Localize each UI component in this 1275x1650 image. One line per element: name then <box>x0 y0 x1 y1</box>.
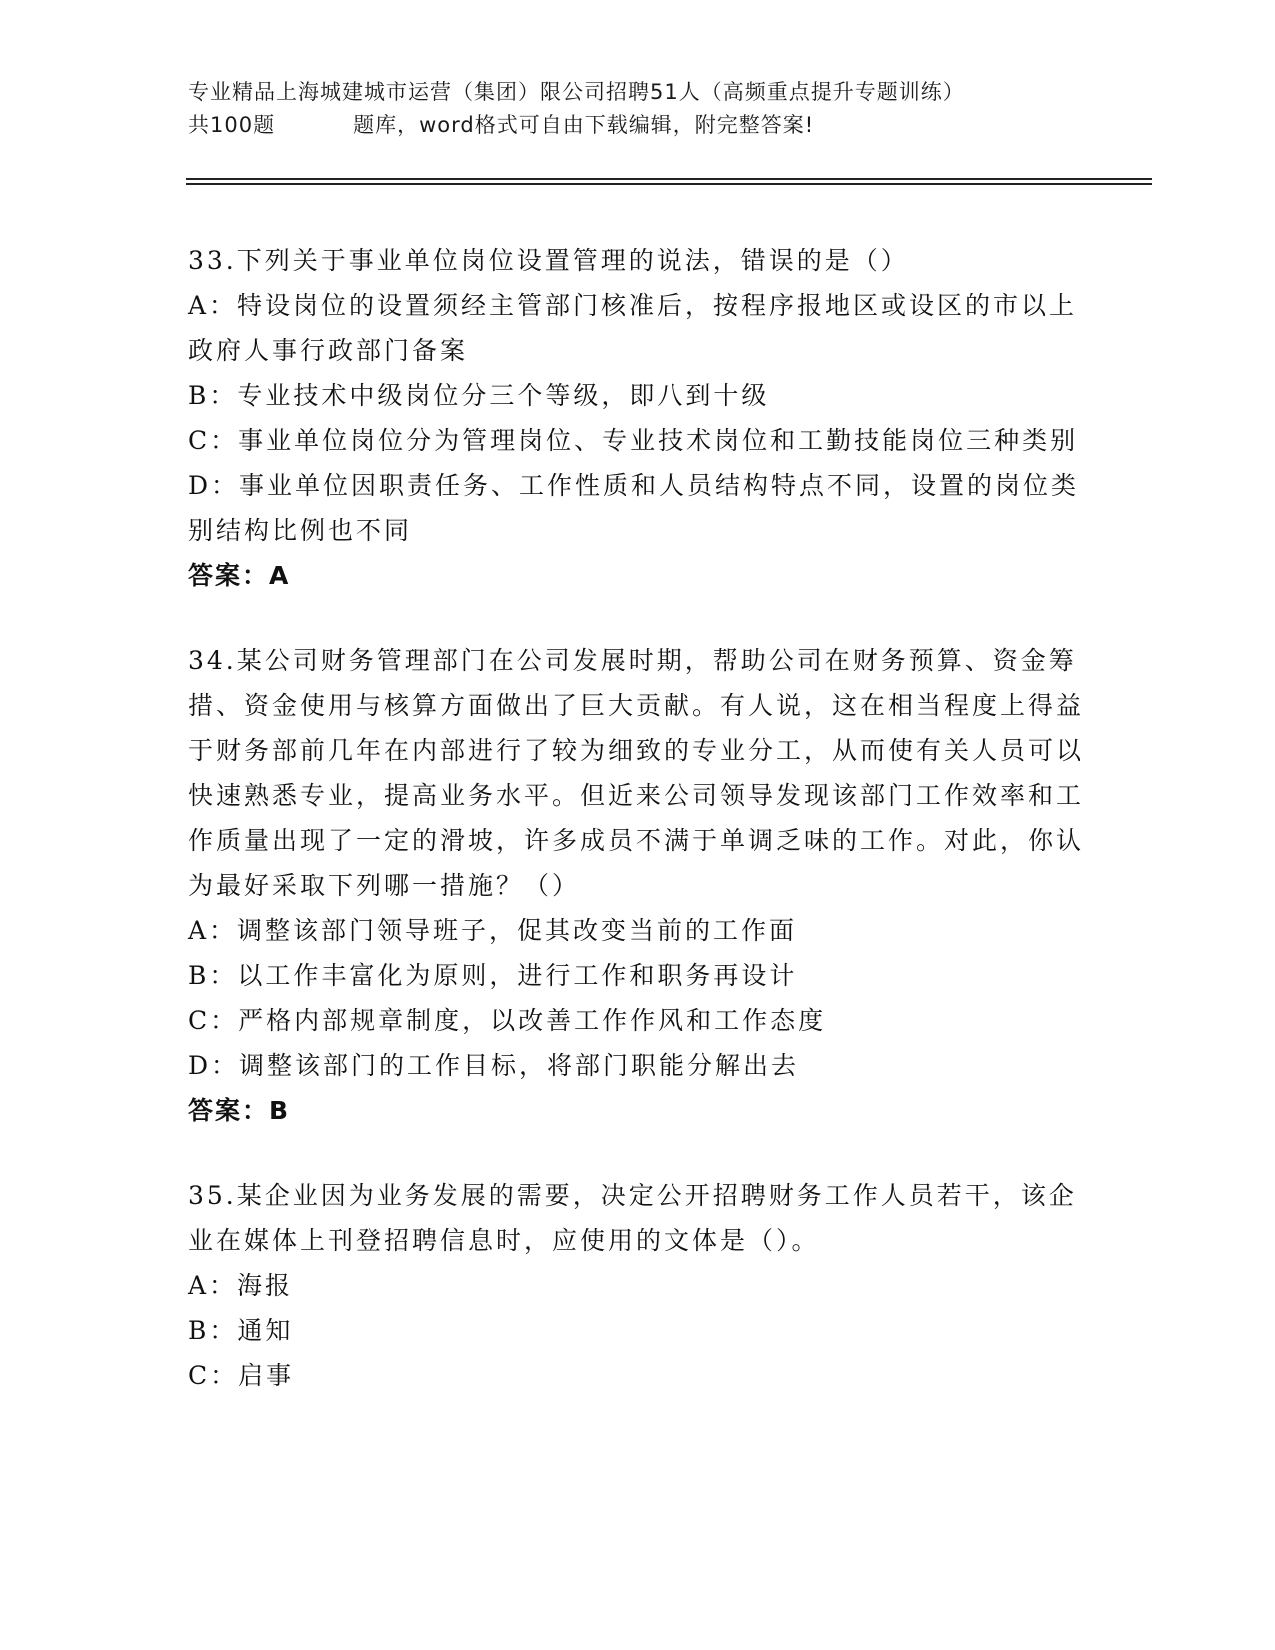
option-d: D：调整该部门的工作目标，将部门职能分解出去 <box>188 1051 800 1080</box>
header-question-count: 共100题 <box>188 113 276 137</box>
question-stem: 35.某企业因为业务发展的需要，决定公开招聘财务工作人员若干，该企业在媒体上刊登招聘信息时，应使用的文体是（）。 <box>188 1181 1077 1255</box>
option-b: B：以工作丰富化为原则，进行工作和职务再设计 <box>188 961 798 990</box>
question-stem: 33.下列关于事业单位岗位设置管理的说法，错误的是（） <box>188 246 909 275</box>
option-a: A：调整该部门领导班子，促其改变当前的工作面 <box>188 916 798 945</box>
answer-label: 答案：A <box>188 561 291 590</box>
question-stem: 34.某公司财务管理部门在公司发展时期，帮助公司在财务预算、资金筹措、资金使用与核算方面做出了巨大贡献。有人说，这在相当程度上得益于财务部前几年在内部进行了较为细致的专业分工，从而使有关人员可以快速熟悉专业，提高业务水平。但近来公司领导发现该部门工作效率和工作质量出现了一定的滑坡，许多成员不满于单调乏味的工作。对此，你认为最好采取下列哪一措施？（） <box>188 646 1085 900</box>
option-a: A：海报 <box>188 1271 294 1300</box>
question-34 <box>188 638 1088 1133</box>
option-c: C：严格内部规章制度，以改善工作作风和工作态度 <box>188 1006 827 1035</box>
option-a: A：特设岗位的设置须经主管部门核准后，按程序报地区或设区的市以上政府人事行政部门备案 <box>188 291 1078 365</box>
header-format-note: 题库，word格式可自由下载编辑，附完整答案! <box>353 113 815 137</box>
question-35 <box>188 1173 1088 1398</box>
answer-label: 答案：B <box>188 1096 291 1125</box>
option-c: C：启事 <box>188 1361 295 1390</box>
question-list <box>188 238 1088 1438</box>
question-33 <box>188 238 1088 598</box>
header-title-line2 <box>188 109 1088 142</box>
option-b: B：通知 <box>188 1316 294 1345</box>
header-divider-top <box>186 178 1152 180</box>
document-header <box>188 76 1088 142</box>
option-b: B：专业技术中级岗位分三个等级，即八到十级 <box>188 381 770 410</box>
option-d: D：事业单位因职责任务、工作性质和人员结构特点不同，设置的岗位类别结构比例也不同 <box>188 471 1080 545</box>
header-divider-bottom <box>186 183 1152 185</box>
header-title-line1: 专业精品上海城建城市运营（集团）限公司招聘51人（高频重点提升专题训练） <box>188 80 965 104</box>
option-c: C：事业单位岗位分为管理岗位、专业技术岗位和工勤技能岗位三种类别 <box>188 426 1079 455</box>
